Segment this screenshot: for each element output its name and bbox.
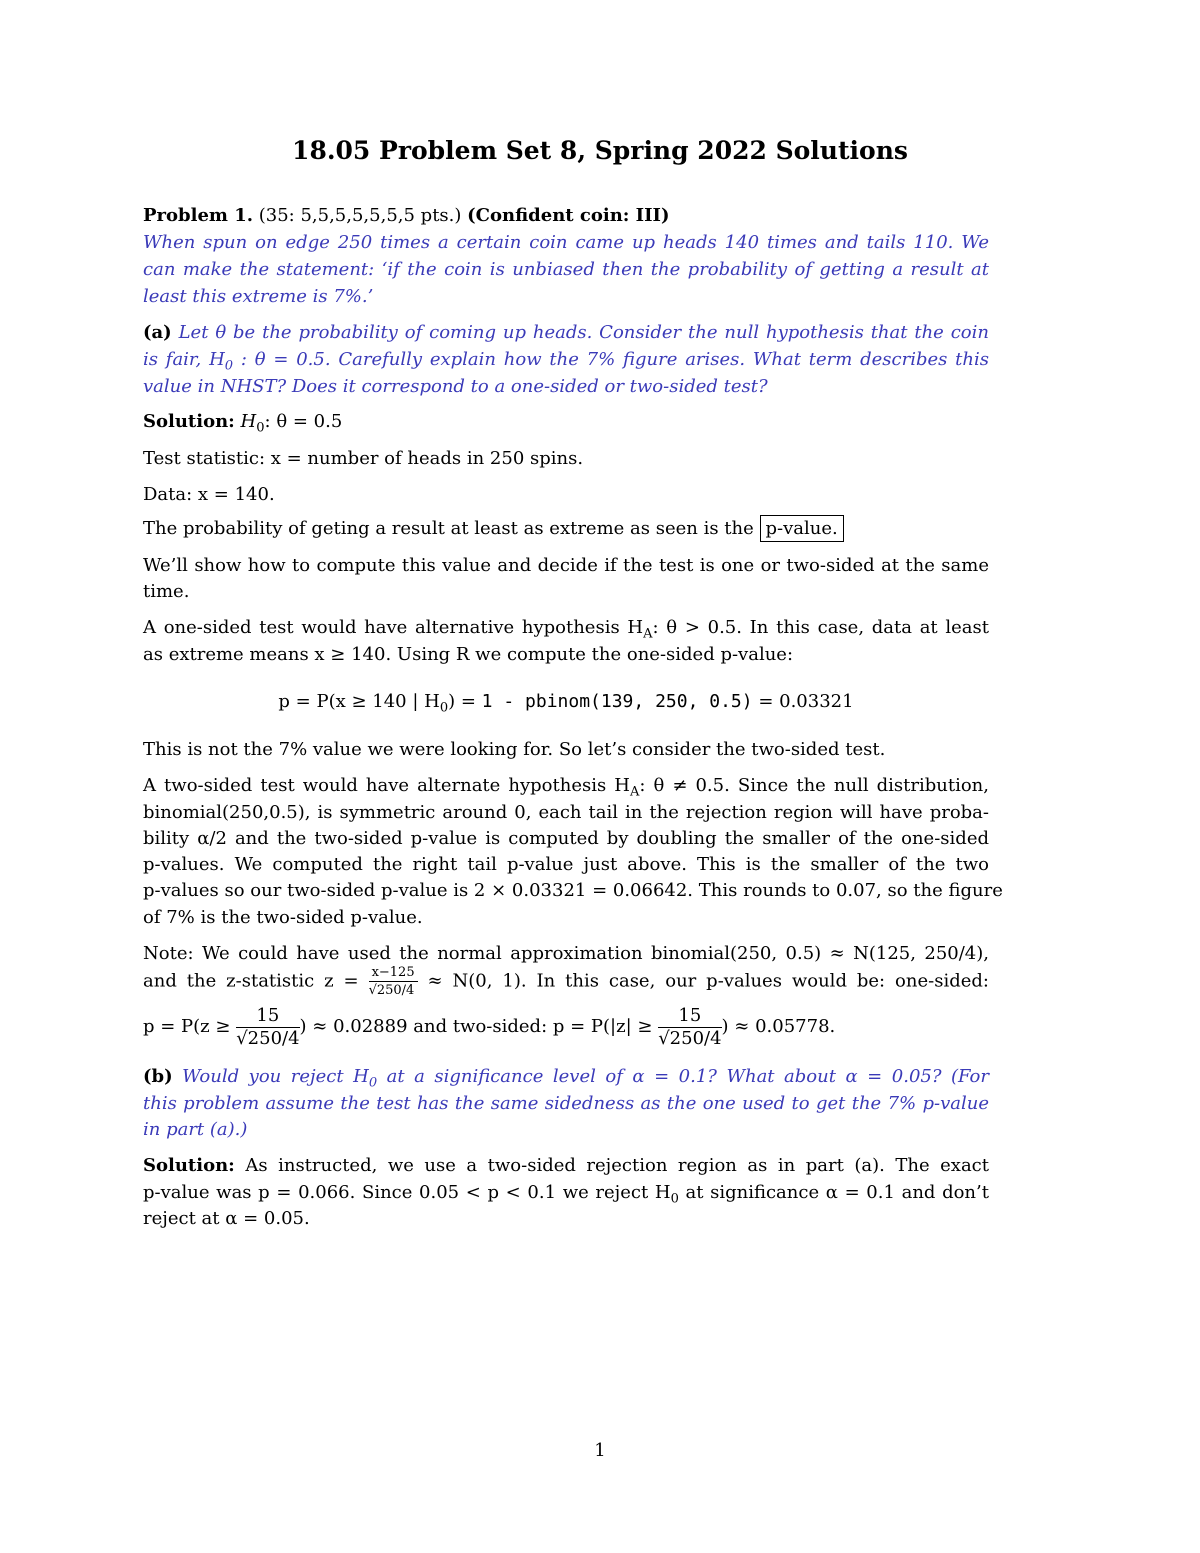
note-text-3c: ) ≈ 0.05778. <box>721 1016 836 1037</box>
note-text-2b: ≈ N(0, 1). In this case, our p-values would be: one-sided: <box>427 970 989 992</box>
part-b-label: (b) <box>143 1066 173 1087</box>
fraction-denominator: √250/4 <box>658 1027 722 1049</box>
two-sided-line-6: of 7% is the two-sided p-value. <box>143 907 423 928</box>
two-sided-text-1a: A two-sided test would have alternate hypothesis H <box>143 775 630 796</box>
show-line-1: We’ll show how to compute this value and decide if the test is one or two-sided at the same <box>143 555 989 576</box>
problem-label: Problem 1. <box>143 205 254 226</box>
pvalue-line <box>143 516 989 542</box>
equation-r-code: 1 - pbinom(139, 250, 0.5) <box>481 691 753 712</box>
page-title: 18.05 Problem Set 8, Spring 2022 Solutions <box>292 136 908 165</box>
solution-b-line-1 <box>143 1153 989 1179</box>
subscript-a: A <box>629 784 640 800</box>
part-b-line-3: in part (a).) <box>143 1119 248 1140</box>
note-line-1: Note: We could have used the normal approximation binomial(250, 0.5) ≈ N(125, 250/4), <box>143 943 989 964</box>
equation-part-2: ) = <box>448 691 482 712</box>
two-sided-fraction <box>658 1004 722 1049</box>
solution-b-text-1: As instructed, we use a two-sided rejection region as in part (a). The exact <box>234 1155 989 1176</box>
fraction-numerator: x−125 <box>369 966 418 982</box>
fraction-denominator: √250/4 <box>236 1027 300 1049</box>
not-seven-line: This is not the 7% value we were looking for. So let’s consider the two-sided test. <box>143 739 886 760</box>
note-text-2a: and the z-statistic z = <box>143 970 359 992</box>
part-b-text-1b: at a significance level of α = 0.1? What about α = 0.05? (For <box>377 1066 989 1087</box>
pvalue-text: The probability of geting a result at least as extreme as seen is the <box>143 518 754 539</box>
z-statistic-fraction <box>369 966 418 997</box>
show-line-2: time. <box>143 581 190 602</box>
subscript-zero: 0 <box>256 420 265 436</box>
part-a-label: (a) <box>143 322 172 343</box>
intro-line-3: least this extreme is 7%.’ <box>143 286 374 307</box>
one-sided-fraction <box>236 1004 300 1049</box>
solution-a-header <box>143 409 989 442</box>
two-sided-line-4: p-values. We computed the right tail p-value just above. This is the smaller of the two <box>143 854 989 875</box>
two-sided-line-2: binomial(250,0.5), is symmetric around 0, each tail in the rejection region will have proba- <box>143 802 989 823</box>
problem-topic: (Confident coin: III) <box>467 205 670 226</box>
solution-b-label: Solution: <box>143 1155 235 1176</box>
part-b-line-2: this problem assume the test has the same sidedness as the one used to get the 7% p-value <box>143 1093 989 1114</box>
pvalue-boxed-answer: p-value. <box>760 515 844 542</box>
two-sided-line-3: bility α/2 and the two-sided p-value is computed by doubling the smaller of the one-sided <box>143 828 989 849</box>
equation-part-1: p = P(x ≥ 140 | H <box>278 691 440 712</box>
page-number: 1 <box>594 1440 606 1461</box>
solution-b-line-3: reject at α = 0.05. <box>143 1208 310 1229</box>
problem-header <box>143 203 989 229</box>
problem-points: (35: 5,5,5,5,5,5,5 pts.) <box>258 205 462 226</box>
intro-line-2: can make the statement: ‘if the coin is unbiased then the probability of getting a result at <box>143 259 989 280</box>
fraction-numerator: 15 <box>236 1007 299 1028</box>
solution-a-h0a: H <box>234 411 257 432</box>
solution-b-text-2b: at significance α = 0.1 and don’t <box>678 1182 989 1203</box>
fraction-denominator: √250/4 <box>368 983 415 998</box>
part-b-text-1a: Would you reject H <box>182 1066 369 1087</box>
note-text-3a: p = P(z ≥ <box>143 1016 231 1037</box>
intro-line-1: When spun on edge 250 times a certain coin came up heads 140 times and tails 110. We <box>143 232 989 253</box>
part-a-text-2a: is fair, H <box>143 349 225 370</box>
subscript-zero: 0 <box>439 700 449 716</box>
part-a-line-1 <box>143 320 989 346</box>
solution-a-h0b: : θ = 0.5 <box>264 411 343 432</box>
subscript-zero: 0 <box>224 358 234 374</box>
one-sided-line-2: as extreme means x ≥ 140. Using R we compute the one-sided p-value: <box>143 644 794 665</box>
one-sided-text-1b: : θ > 0.5. In this case, data at least <box>652 617 989 638</box>
solution-a-label: Solution: <box>143 411 235 432</box>
solution-b-text-2a: p-value was p = 0.066. Since 0.05 < p < 0.1 we reject H <box>143 1182 671 1203</box>
note-line-3 <box>143 1004 989 1050</box>
note-text-3b: ) ≈ 0.02889 and two-sided: p = P(|z| ≥ <box>299 1016 653 1037</box>
part-a-line-3: value in NHST? Does it correspond to a one-sided or two-sided test? <box>143 376 768 397</box>
note-line-2 <box>143 966 989 997</box>
equation-part-3: = 0.03321 <box>752 691 854 712</box>
subscript-a: A <box>643 626 653 642</box>
equation-one-sided <box>143 689 989 722</box>
data-line: Data: x = 140. <box>143 484 275 505</box>
subscript-zero: 0 <box>368 1075 378 1091</box>
one-sided-text-1a: A one-sided test would have alternative hypothesis H <box>143 617 644 638</box>
fraction-numerator: 15 <box>658 1007 721 1028</box>
test-statistic-line: Test statistic: x = number of heads in 250 spins. <box>143 448 584 469</box>
part-a-text-2b: : θ = 0.5. Carefully explain how the 7% figure arises. What term describes this <box>233 349 989 370</box>
two-sided-text-1b: : θ ≠ 0.5. Since the null distribution, <box>639 775 989 796</box>
subscript-zero: 0 <box>670 1191 679 1207</box>
two-sided-line-5: p-values so our two-sided p-value is 2 × 0.03321 = 0.06642. This rounds to 0.07, so the figure <box>143 880 1003 901</box>
part-a-text-1: Let θ be the probability of coming up heads. Consider the null hypothesis that the coin <box>178 322 989 343</box>
